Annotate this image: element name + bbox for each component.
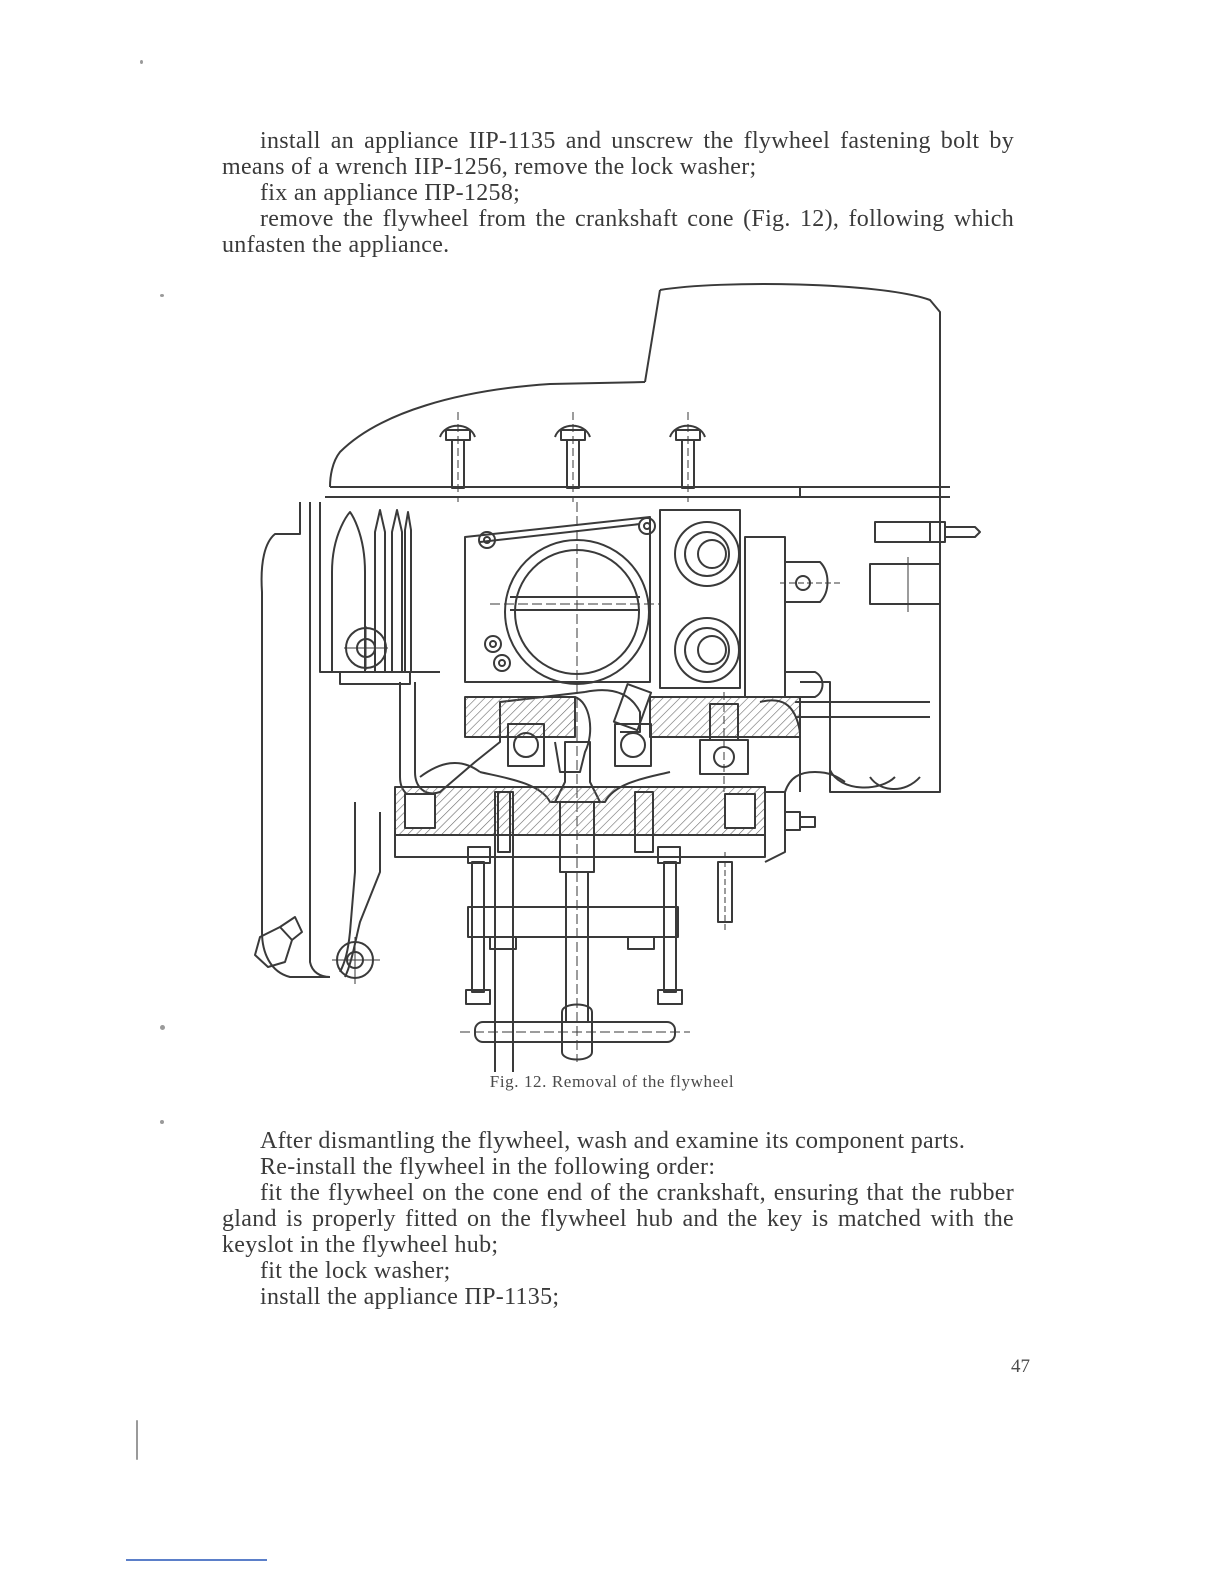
paragraph-install-appliance: install an appliance IIP-1135 and unscrew the flywheel fastening bolt by means of a wrench IIP-1256, remove the lock washer; [222,128,1014,180]
scan-speck [140,60,143,64]
paragraph-remove-flywheel: remove the flywheel from the crankshaft cone (Fig. 12), following which unfasten the appliance. [222,206,1014,258]
paragraph-reinstall-order: Re-install the flywheel in the following order: [260,1154,716,1180]
bottom-paragraphs [222,1128,1014,1310]
scan-speck [160,1120,164,1124]
top-paragraphs [222,128,1014,258]
scan-speck [160,294,164,297]
page-number: 47 [1011,1356,1030,1377]
flywheel-removal-figure [240,272,1000,1072]
figure-caption: Fig. 12. Removal of the flywheel [489,1072,735,1091]
head-bolt-1 [440,412,475,502]
paragraph-after-dismantling: After dismantling the flywheel, wash and examine its component parts. [260,1128,966,1154]
head-bolt-2 [555,412,590,502]
paragraph-fit-lock-washer: fit the lock washer; [260,1258,451,1284]
scan-speck [136,1420,138,1460]
paragraph-fit-flywheel: fit the flywheel on the cone end of the crankshaft, ensuring that the rubber gland is properly fitted on the flywheel hub and the key is matched with the keyslot in the flywheel hub; [222,1180,1014,1258]
footer-rule [126,1559,267,1561]
scan-speck [160,1025,165,1030]
paragraph-fix-appliance: fix an appliance ПР-1258; [260,180,521,206]
head-bolt-3 [670,412,705,502]
paragraph-install-appliance-again: install the appliance ПР-1135; [260,1284,560,1310]
